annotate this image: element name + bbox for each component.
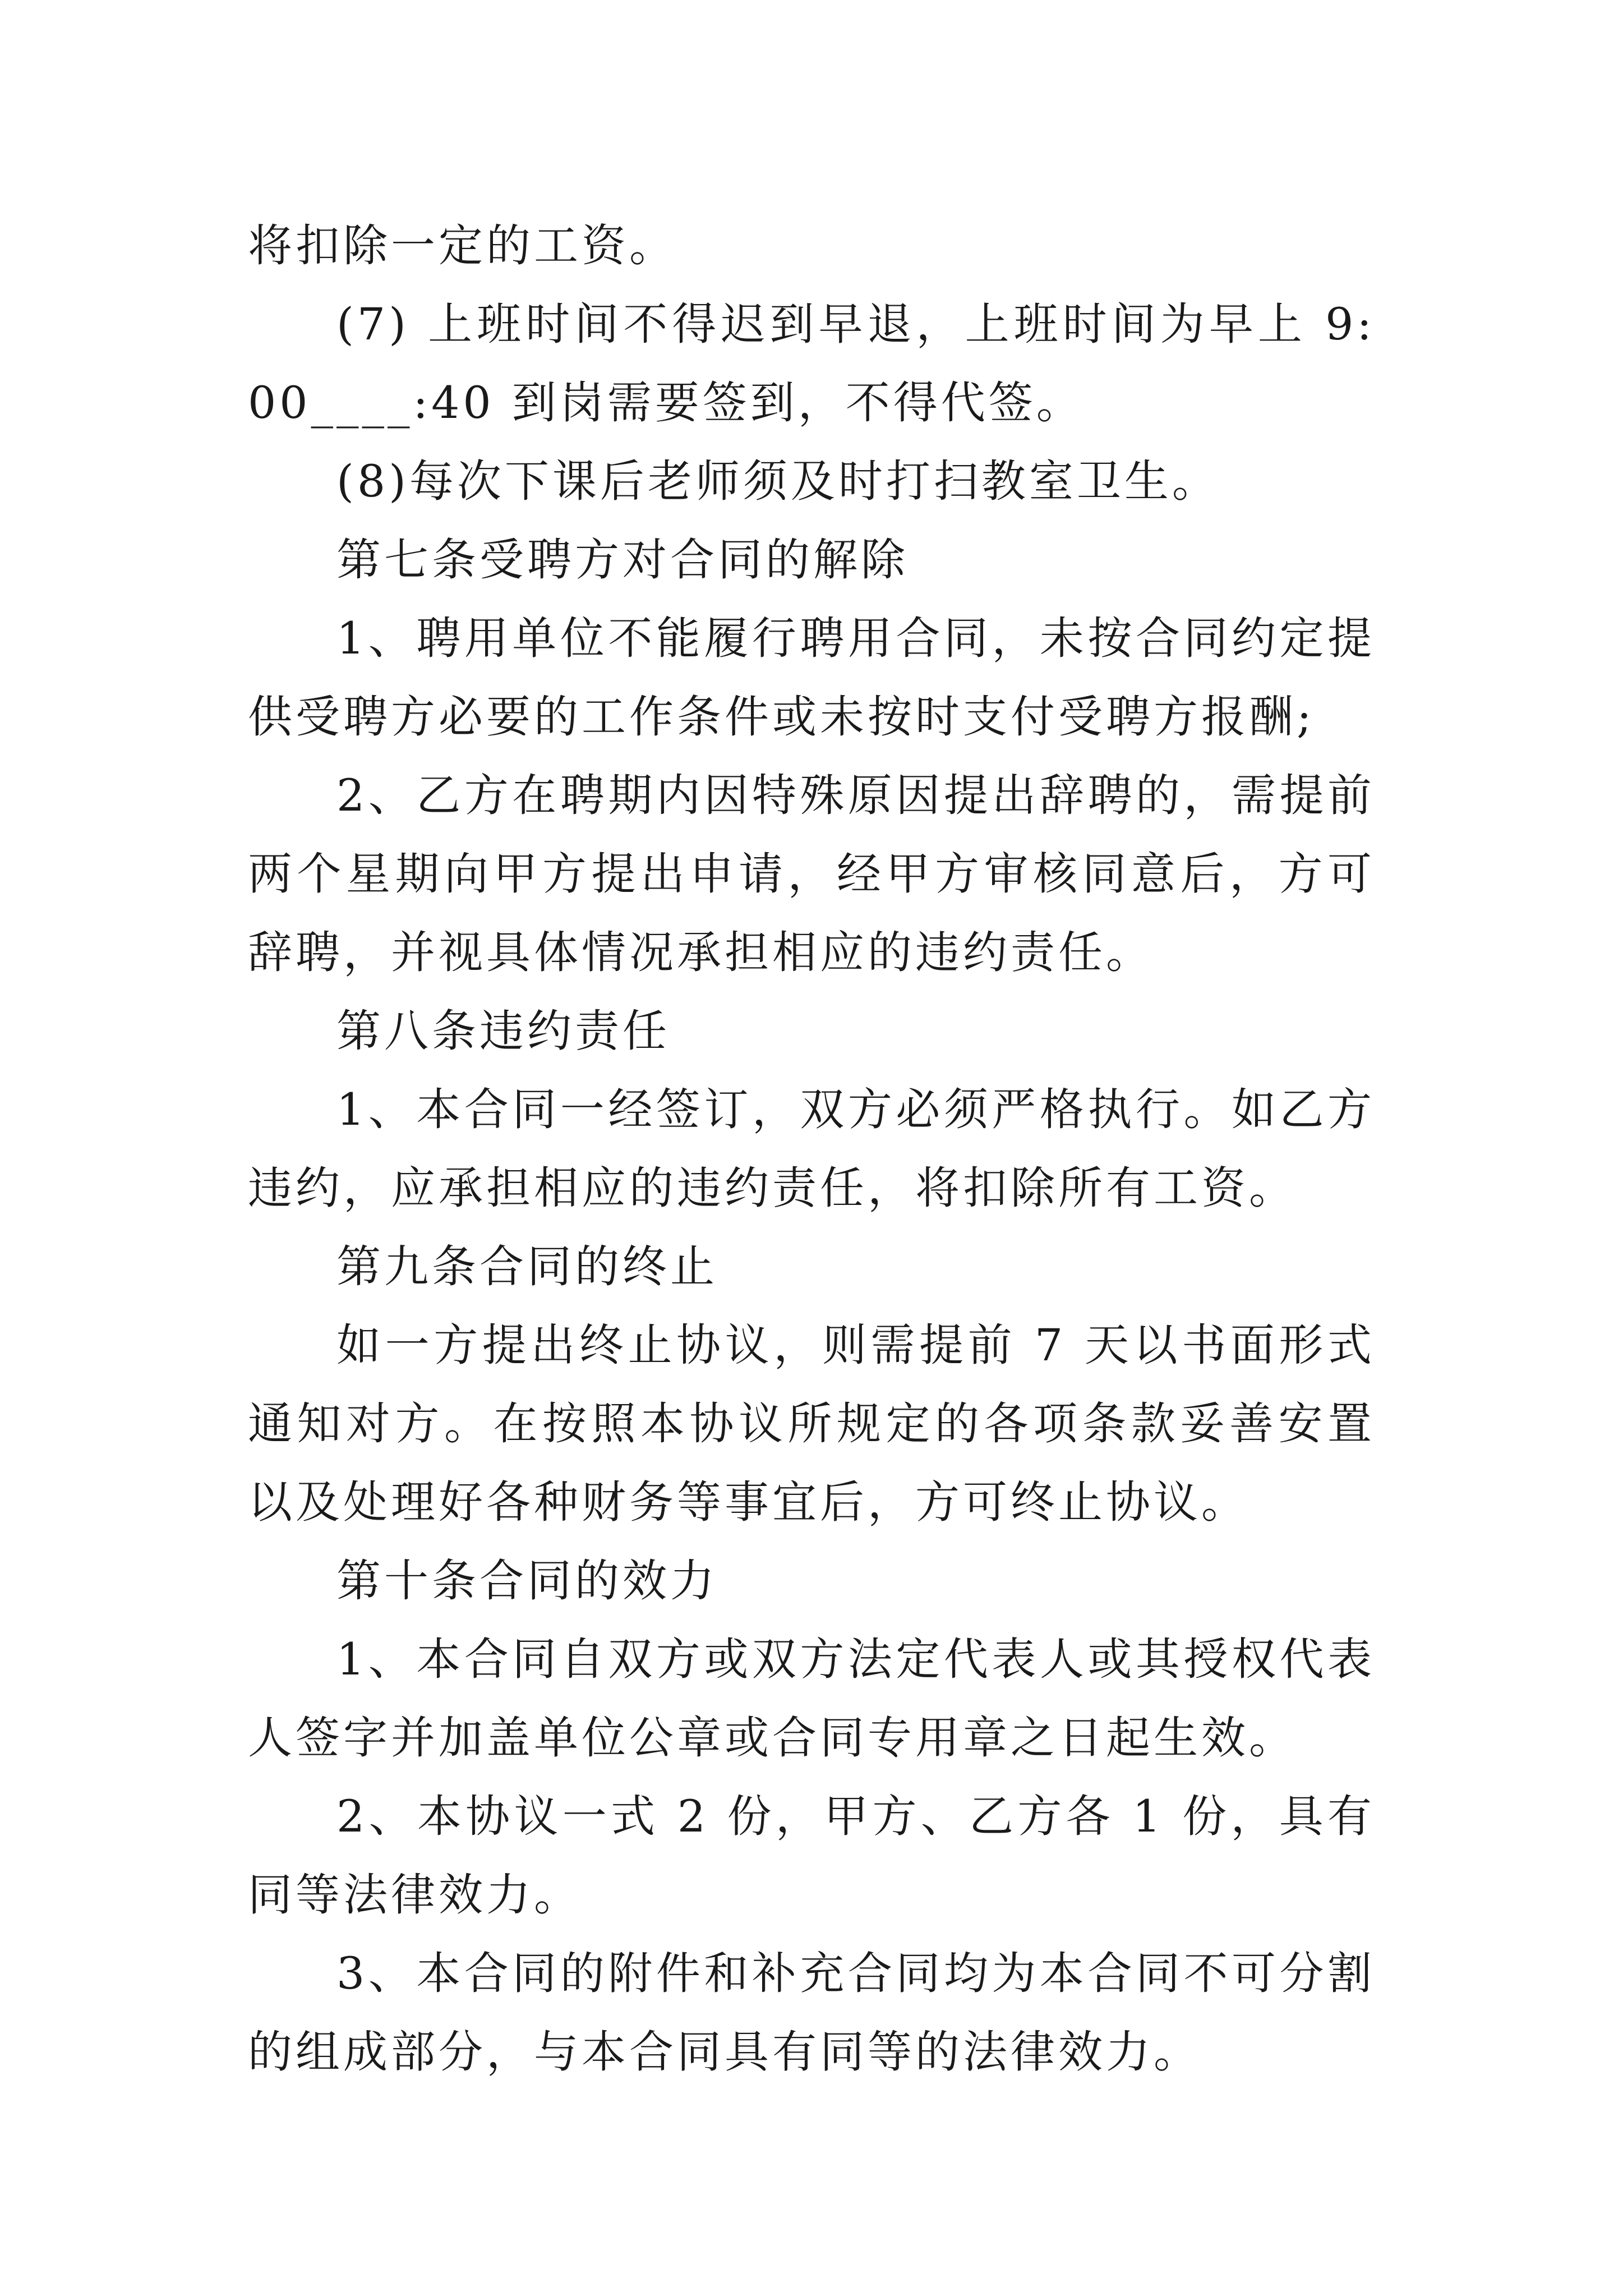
paragraph-article-10-item-1: 1、本合同自双方或双方法定代表人或其授权代表人签字并加盖单位公章或合同专用章之日起生效。 <box>248 1634 1375 1764</box>
section-heading-article-9: 第九条合同的终止 <box>336 1241 718 1292</box>
document-body <box>248 206 1375 2091</box>
paragraph-continuation: 将扣除一定的工资。 <box>248 220 677 272</box>
section-heading-article-7: 第七条受聘方对合同的解除 <box>336 534 909 586</box>
section-heading-article-10: 第十条合同的效力 <box>336 1555 718 1607</box>
paragraph-clause-7: (7) 上班时间不得迟到早退，上班时间为早上 9:00____:40 到岗需要签到，不得代签。 <box>248 298 1375 429</box>
paragraph-article-7-item-2: 2、乙方在聘期内因特殊原因提出辞聘的，需提前两个星期向甲方提出申请，经甲方审核同意后，方可辞聘，并视具体情况承担相应的违约责任。 <box>248 770 1375 978</box>
paragraph-article-10-item-3: 3、本合同的附件和补充合同均为本合同不可分割的组成部分，与本合同具有同等的法律效力。 <box>248 1948 1375 2078</box>
paragraph-article-9-body: 如一方提出终止协议，则需提前 7 天以书面形式通知对方。在按照本协议所规定的各项条款妥善安置以及处理好各种财务等事宜后，方可终止协议。 <box>248 1319 1375 1528</box>
paragraph-article-10-item-2: 2、本协议一式 2 份，甲方、乙方各 1 份，具有同等法律效力。 <box>248 1791 1375 1921</box>
paragraph-clause-8: (8)每次下课后老师须及时打扫教室卫生。 <box>336 455 1220 507</box>
paragraph-article-7-item-1: 1、聘用单位不能履行聘用合同，未按合同约定提供受聘方必要的工作条件或未按时支付受聘方报酬; <box>248 613 1375 743</box>
section-heading-article-8: 第八条违约责任 <box>336 1005 670 1057</box>
paragraph-article-8-item-1: 1、本合同一经签订，双方必须严格执行。如乙方违约，应承担相应的违约责任，将扣除所有工资。 <box>248 1084 1375 1214</box>
